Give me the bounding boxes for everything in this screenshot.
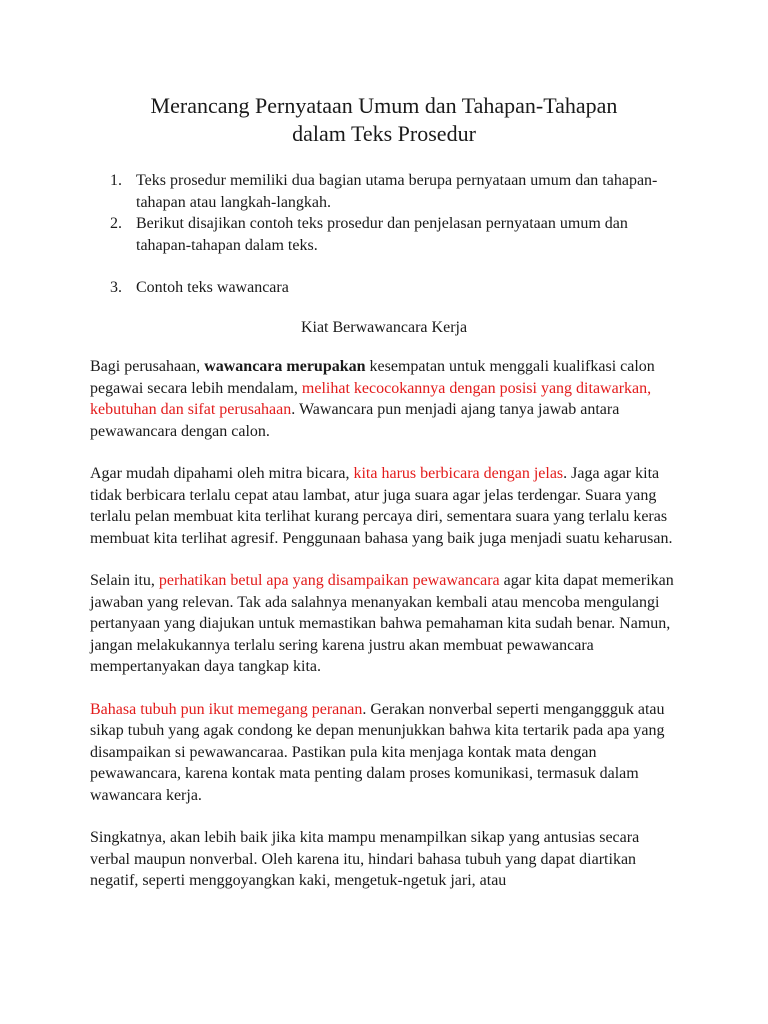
text-run: . Jaga agar kita tidak berbicara terlalu cepat atau lambat, atur juga suara agar jelas terdengar. Suara yang terlalu pelan membuat kita terlihat kurang percaya diri, sementara suara yang terlalu keras membuat kita terlihat agresif. Penggunaan bahasa yang baik juga menjadi suatu keharusan. (90, 465, 673, 547)
list-item (90, 213, 678, 256)
section-subtitle: Kiat Berwawancara Kerja (300, 318, 468, 336)
paragraph-4 (90, 699, 678, 807)
title-line-1: Merancang Pernyataan Umum dan Tahapan-Tahapan (150, 93, 618, 118)
list-item (90, 170, 678, 213)
text-run: . Gerakan nonverbal seperti menganggguk atau sikap tubuh yang agak condong ke depan menunjukkan bahwa kita tertarik pada apa yang disampaikan si pewawancaraa. Pastikan pula kita menjaga kontak mata dengan pewawancara, karena kontak mata penting dalam proses komunikasi, termasuk dalam wawancara kerja. (90, 700, 665, 804)
paragraph-3 (90, 570, 678, 678)
paragraph-1 (90, 356, 678, 442)
paragraph-5 (90, 827, 678, 892)
text-run: Bagi perusahaan, (90, 358, 205, 375)
highlighted-text: melihat kecocokannya dengan posisi yang ditawarkan, kebutuhan dan sifat perusahaan (90, 379, 652, 418)
title-line-2: dalam Teks Prosedur (292, 121, 476, 146)
text-run: . Wawancara pun menjadi ajang tanya jawab antara pewawancara dengan calon. (90, 401, 620, 440)
numbered-list (90, 170, 678, 299)
page-title (90, 92, 678, 148)
bold-text: wawancara merupakan (204, 358, 366, 375)
highlighted-text: kita harus berbicara dengan jelas (353, 465, 564, 482)
text-run: agar kita dapat memerikan jawaban yang relevan. Tak ada salahnya menanyakan kembali atau mencoba mengulangi pertanyaan yang diajukan untuk memastikan bahwa pemahaman kita sudah benar. Namun, jangan melakukannya terlalu sering karena justru akan membuat pewawancara mempertanyakan daya tangkap kita. (90, 572, 674, 675)
highlighted-text: Bahasa tubuh pun ikut memegang peranan (90, 700, 363, 718)
text-run: kesempatan untuk menggali kualifkasi calon pegawai secara lebih mendalam, (90, 358, 655, 397)
list-text: Berikut disajikan contoh teks prosedur dan penjelasan pernyataan umum dan tahapan-tahapan dalam teks. (136, 215, 628, 254)
list-text: Teks prosedur memiliki dua bagian utama berupa pernyataan umum dan tahapan-tahapan atau langkah-langkah. (136, 172, 658, 211)
list-number: 3. (110, 279, 122, 296)
list-text: Contoh teks wawancara (136, 279, 289, 296)
text-run: Agar mudah dipahami oleh mitra bicara, (90, 465, 354, 482)
paragraph-2 (90, 463, 678, 549)
list-number: 1. (110, 172, 122, 189)
text-run: Selain itu, (90, 572, 159, 589)
text-run: Singkatnya, akan lebih baik jika kita mampu menampilkan sikap yang antusias secara verbal maupun nonverbal. Oleh karena itu, hindari bahasa tubuh yang dapat diartikan negatif, seperti menggoyangkan kaki, mengetuk-ngetuk jari, atau (90, 829, 640, 889)
highlighted-text: perhatikan betul apa yang disampaikan pewawancara (158, 572, 500, 589)
list-item (90, 277, 678, 299)
list-number: 2. (110, 215, 122, 232)
